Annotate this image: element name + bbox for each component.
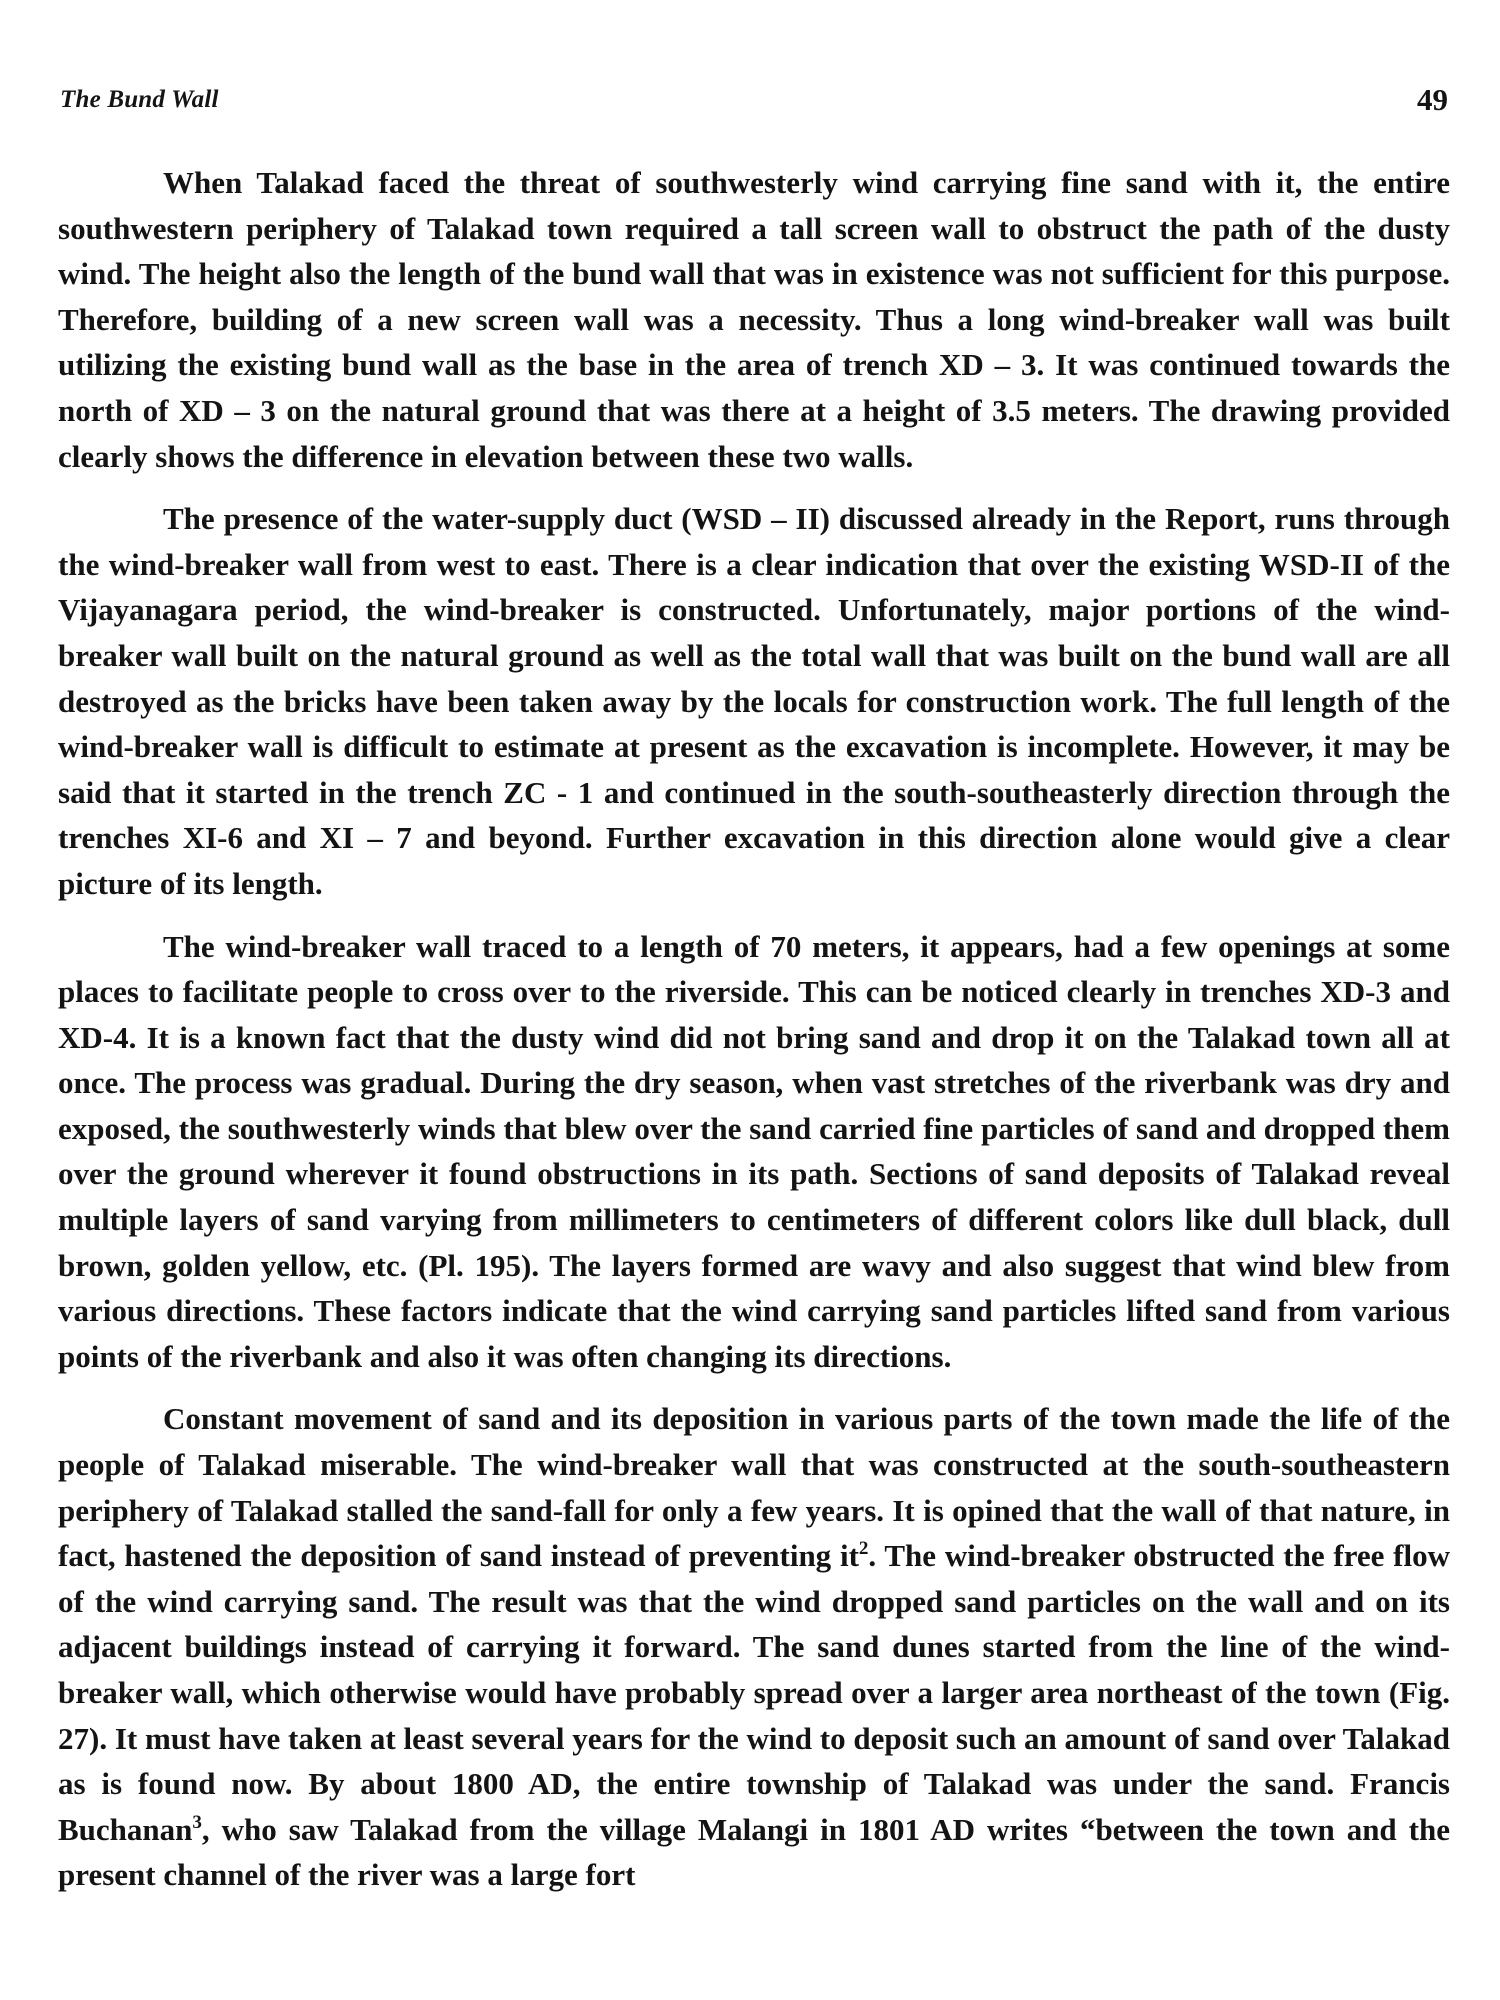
footnote-ref-2: 2 (858, 1538, 869, 1560)
page-number: 49 (1417, 82, 1448, 117)
running-title: The Bund Wall (60, 86, 219, 113)
paragraph-4-text-b: . The wind-breaker obstructed the free flow of the wind carrying sand. The result was that the wind dropped sand particles on the wall and on its adjacent buildings instead of carrying it forward. The sand dunes started from the line of the wind-breaker wall, which otherwise would have probably spread over a larger area northeast of the town (Fig. 27). It must have taken at least several years for the wind to deposit such an amount of sand over Talakad as is found now. By about 1800 AD, the entire township of Talakad was under the sand. Francis Buchanan (58, 1538, 1451, 1847)
paragraph-4-text-a: Constant movement of sand and its deposition in various parts of the town made the life of the people of Talakad miserable. The wind-breaker wall that was constructed at the south-southeastern periphery of Talakad stalled the sand-fall for only a few years. It is opined that the wall of that nature, in fact, hastened the deposition of sand instead of preventing it (58, 1401, 1450, 1574)
paragraph-1: When Talakad faced the threat of southwesterly wind carrying fine sand with it, the entire southwestern periphery of Talakad town required a tall screen wall to obstruct the path of the dusty wind. The height also the length of the bund wall that was in existence was not sufficient for this purpose. Therefore, building of a new screen wall was a necessity. Thus a long wind-breaker wall was built utilizing the existing bund wall as the base in the area of trench XD – 3. It was continued towards the north of XD – 3 on the natural ground that was there at a height of 3.5 meters. The drawing provided clearly shows the difference in elevation between these two walls. (58, 165, 1450, 474)
footnote-ref-3: 3 (192, 1811, 202, 1833)
paragraph-3: The wind-breaker wall traced to a length of 70 meters, it appears, had a few openings at some places to facilitate people to cross over to the riverside. This can be noticed clearly in trenches XD-3 and XD-4. It is a known fact that the dusty wind did not bring sand and drop it on the Talakad town all at once. The process was gradual. During the dry season, when vast stretches of the riverbank was dry and exposed, the southwesterly winds that blew over the sand carried fine particles of sand and dropped them over the ground wherever it found obstructions in its path. Sections of sand deposits of Talakad reveal multiple layers of sand varying from millimeters to centimeters of different colors like dull black, dull brown, golden yellow, etc. (Pl. 195). The layers formed are wavy and also suggest that wind blew from various directions. These factors indicate that the wind carrying sand particles lifted sand from various points of the riverbank and also it was often changing its directions. (58, 928, 1450, 1374)
paragraph-2: The presence of the water-supply duct (WSD – II) discussed already in the Report, runs through the wind-breaker wall from west to east. There is a clear indication that over the existing WSD-II of the Vijayanagara period, the wind-breaker is constructed. Unfortunately, major portions of the wind-breaker wall built on the natural ground as well as the total wall that was built on the bund wall are all destroyed as the bricks have been taken away by the locals for construction work. The full length of the wind-breaker wall is difficult to estimate at present as the excavation is incomplete. However, it may be said that it started in the trench ZC - 1 and continued in the south-southeasterly direction through the trenches XI-6 and XI – 7 and beyond. Further excavation in this direction alone would give a clear picture of its length. (58, 501, 1450, 901)
paragraph-4-text-c: , who saw Talakad from the village Malangi in 1801 AD writes “between the town and the present channel of the river was a large fort (58, 1811, 1450, 1893)
paragraph-4 (58, 1396, 1450, 1898)
body-text (58, 160, 1450, 1915)
